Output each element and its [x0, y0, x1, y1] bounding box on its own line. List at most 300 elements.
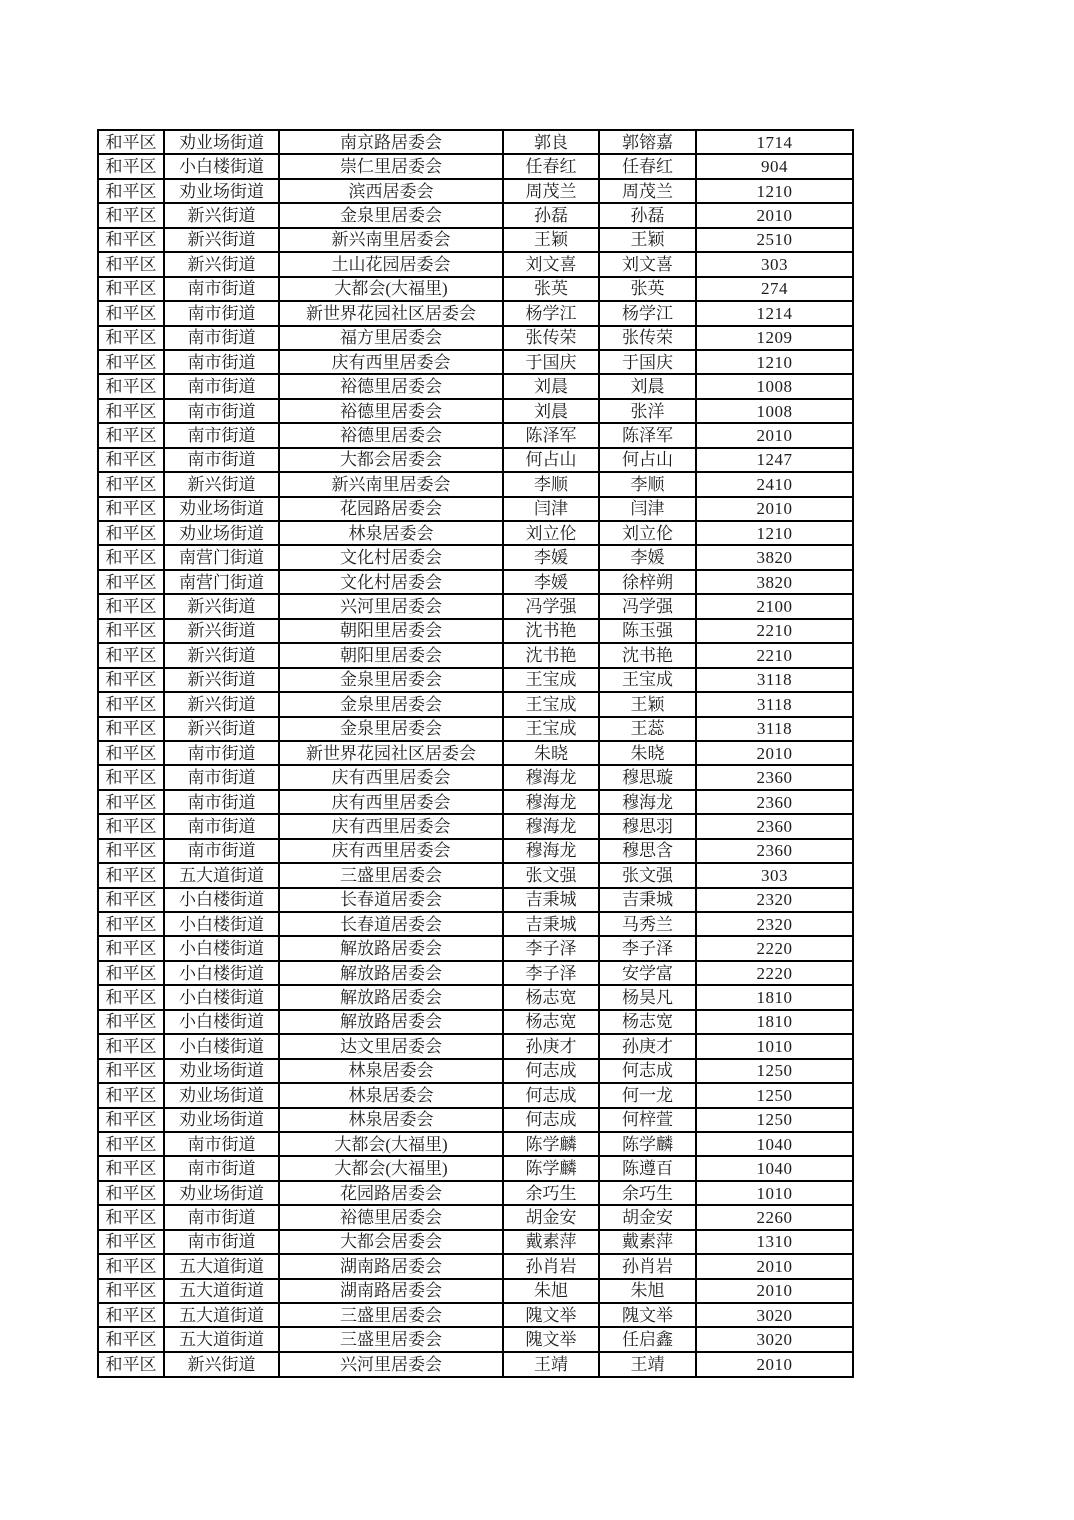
cell-person2: 张传荣: [599, 326, 696, 350]
cell-person1: 朱晓: [503, 741, 599, 765]
cell-person1: 周茂兰: [503, 179, 599, 203]
cell-district: 和平区: [98, 1205, 164, 1229]
cell-person1: 王宝成: [503, 717, 599, 741]
cell-person1: 隗文举: [503, 1303, 599, 1327]
cell-person2: 隗文举: [599, 1303, 696, 1327]
cell-street: 新兴街道: [164, 472, 279, 496]
cell-person1: 杨志宽: [503, 1010, 599, 1034]
cell-district: 和平区: [98, 839, 164, 863]
cell-code: 1210: [696, 350, 853, 374]
cell-district: 和平区: [98, 668, 164, 692]
table-row: [98, 1352, 853, 1377]
cell-district: 和平区: [98, 765, 164, 789]
cell-street: 南营门街道: [164, 570, 279, 594]
cell-committee: 解放路居委会: [279, 985, 503, 1009]
cell-street: 南营门街道: [164, 545, 279, 569]
cell-person2: 陈遵百: [599, 1156, 696, 1180]
table-row: [98, 594, 853, 618]
table-row: [98, 448, 853, 472]
cell-district: 和平区: [98, 497, 164, 521]
cell-district: 和平区: [98, 1034, 164, 1058]
cell-code: 3118: [696, 668, 853, 692]
table-row: [98, 888, 853, 912]
cell-street: 南市街道: [164, 423, 279, 447]
cell-street: 新兴街道: [164, 717, 279, 741]
cell-committee: 林泉居委会: [279, 521, 503, 545]
cell-street: 劝业场街道: [164, 1059, 279, 1083]
cell-street: 南市街道: [164, 399, 279, 423]
cell-person1: 李媛: [503, 570, 599, 594]
cell-committee: 湖南路居委会: [279, 1279, 503, 1303]
cell-district: 和平区: [98, 1279, 164, 1303]
cell-committee: 新世界花园社区居委会: [279, 301, 503, 325]
cell-code: 2410: [696, 472, 853, 496]
cell-district: 和平区: [98, 1254, 164, 1278]
cell-person1: 刘文喜: [503, 252, 599, 276]
cell-street: 小白楼街道: [164, 936, 279, 960]
table-row: [98, 1230, 853, 1254]
cell-district: 和平区: [98, 1156, 164, 1180]
cell-person1: 穆海龙: [503, 765, 599, 789]
table-row: [98, 814, 853, 838]
cell-person1: 吉秉城: [503, 888, 599, 912]
cell-person1: 王颖: [503, 228, 599, 252]
cell-person1: 王宝成: [503, 692, 599, 716]
cell-person2: 闫津: [599, 497, 696, 521]
cell-district: 和平区: [98, 399, 164, 423]
table-row: [98, 1034, 853, 1058]
cell-committee: 大都会居委会: [279, 1230, 503, 1254]
cell-code: 2100: [696, 594, 853, 618]
cell-district: 和平区: [98, 326, 164, 350]
cell-code: 1040: [696, 1132, 853, 1156]
table-row: [98, 863, 853, 887]
cell-person2: 孙磊: [599, 203, 696, 227]
cell-district: 和平区: [98, 130, 164, 154]
table-row: [98, 228, 853, 252]
cell-street: 小白楼街道: [164, 985, 279, 1009]
cell-committee: 湖南路居委会: [279, 1254, 503, 1278]
table-row: [98, 301, 853, 325]
cell-committee: 大都会(大福里): [279, 277, 503, 301]
cell-street: 南市街道: [164, 1132, 279, 1156]
cell-code: 1008: [696, 399, 853, 423]
cell-code: 1810: [696, 1010, 853, 1034]
cell-district: 和平区: [98, 1083, 164, 1107]
cell-code: 904: [696, 154, 853, 178]
cell-committee: 朝阳里居委会: [279, 619, 503, 643]
cell-code: 2010: [696, 741, 853, 765]
cell-person2: 孙庚才: [599, 1034, 696, 1058]
cell-person2: 戴素萍: [599, 1230, 696, 1254]
cell-person2: 穆思含: [599, 839, 696, 863]
cell-street: 南市街道: [164, 839, 279, 863]
cell-street: 小白楼街道: [164, 1034, 279, 1058]
cell-committee: 新兴南里居委会: [279, 472, 503, 496]
cell-committee: 花园路居委会: [279, 1181, 503, 1205]
cell-person1: 张英: [503, 277, 599, 301]
table-row: [98, 1132, 853, 1156]
table-row: [98, 765, 853, 789]
cell-street: 南市街道: [164, 1205, 279, 1229]
cell-street: 新兴街道: [164, 692, 279, 716]
cell-street: 新兴街道: [164, 1352, 279, 1377]
cell-district: 和平区: [98, 717, 164, 741]
cell-street: 劝业场街道: [164, 521, 279, 545]
cell-committee: 兴河里居委会: [279, 594, 503, 618]
cell-committee: 金泉里居委会: [279, 692, 503, 716]
cell-street: 南市街道: [164, 350, 279, 374]
cell-district: 和平区: [98, 1108, 164, 1132]
cell-person1: 李媛: [503, 545, 599, 569]
cell-person1: 王宝成: [503, 668, 599, 692]
cell-person2: 沈书艳: [599, 643, 696, 667]
table-row: [98, 1279, 853, 1303]
cell-code: 2320: [696, 912, 853, 936]
cell-code: 3118: [696, 717, 853, 741]
cell-committee: 解放路居委会: [279, 1010, 503, 1034]
cell-person1: 穆海龙: [503, 790, 599, 814]
cell-person2: 安学富: [599, 961, 696, 985]
cell-person2: 杨学江: [599, 301, 696, 325]
cell-committee: 南京路居委会: [279, 130, 503, 154]
table-row: [98, 1181, 853, 1205]
cell-code: 2010: [696, 423, 853, 447]
cell-code: 274: [696, 277, 853, 301]
cell-district: 和平区: [98, 692, 164, 716]
cell-district: 和平区: [98, 277, 164, 301]
cell-person2: 周茂兰: [599, 179, 696, 203]
residents-table: [97, 129, 854, 1378]
cell-committee: 庆有西里居委会: [279, 350, 503, 374]
cell-person1: 于国庆: [503, 350, 599, 374]
cell-person2: 何梓萱: [599, 1108, 696, 1132]
cell-street: 南市街道: [164, 790, 279, 814]
cell-person2: 刘晨: [599, 374, 696, 398]
cell-person2: 徐梓朔: [599, 570, 696, 594]
cell-code: 2210: [696, 619, 853, 643]
cell-code: 1250: [696, 1083, 853, 1107]
cell-person1: 张传荣: [503, 326, 599, 350]
table-row: [98, 472, 853, 496]
cell-person2: 胡金安: [599, 1205, 696, 1229]
cell-person2: 杨昊凡: [599, 985, 696, 1009]
cell-committee: 文化村居委会: [279, 545, 503, 569]
cell-committee: 裕德里居委会: [279, 423, 503, 447]
cell-street: 小白楼街道: [164, 888, 279, 912]
cell-person1: 何占山: [503, 448, 599, 472]
cell-street: 五大道街道: [164, 1303, 279, 1327]
table-row: [98, 1010, 853, 1034]
cell-person1: 陈泽军: [503, 423, 599, 447]
table-row: [98, 497, 853, 521]
cell-person1: 胡金安: [503, 1205, 599, 1229]
table-row: [98, 154, 853, 178]
cell-person2: 张英: [599, 277, 696, 301]
cell-person1: 李顺: [503, 472, 599, 496]
table-row: [98, 179, 853, 203]
cell-person2: 马秀兰: [599, 912, 696, 936]
cell-district: 和平区: [98, 961, 164, 985]
cell-district: 和平区: [98, 423, 164, 447]
cell-street: 劝业场街道: [164, 130, 279, 154]
cell-street: 南市街道: [164, 301, 279, 325]
cell-person1: 陈学麟: [503, 1156, 599, 1180]
cell-committee: 庆有西里居委会: [279, 790, 503, 814]
cell-person1: 何志成: [503, 1108, 599, 1132]
cell-district: 和平区: [98, 643, 164, 667]
cell-person2: 刘立伦: [599, 521, 696, 545]
cell-district: 和平区: [98, 814, 164, 838]
cell-street: 小白楼街道: [164, 154, 279, 178]
cell-person1: 王靖: [503, 1352, 599, 1377]
cell-street: 新兴街道: [164, 619, 279, 643]
cell-district: 和平区: [98, 521, 164, 545]
cell-person1: 穆海龙: [503, 839, 599, 863]
cell-person2: 张洋: [599, 399, 696, 423]
table-row: [98, 203, 853, 227]
cell-district: 和平区: [98, 350, 164, 374]
cell-person2: 陈学麟: [599, 1132, 696, 1156]
cell-person1: 冯学强: [503, 594, 599, 618]
cell-code: 1010: [696, 1034, 853, 1058]
table-row: [98, 741, 853, 765]
cell-committee: 兴河里居委会: [279, 1352, 503, 1377]
cell-street: 五大道街道: [164, 1279, 279, 1303]
cell-code: 1010: [696, 1181, 853, 1205]
cell-person2: 王颖: [599, 692, 696, 716]
cell-person1: 沈书艳: [503, 643, 599, 667]
cell-committee: 朝阳里居委会: [279, 643, 503, 667]
cell-committee: 三盛里居委会: [279, 1327, 503, 1351]
cell-street: 南市街道: [164, 1230, 279, 1254]
cell-street: 新兴街道: [164, 228, 279, 252]
table-row: [98, 130, 853, 154]
cell-person1: 刘晨: [503, 399, 599, 423]
cell-code: 2360: [696, 790, 853, 814]
cell-code: 2360: [696, 814, 853, 838]
cell-code: 3020: [696, 1303, 853, 1327]
table-row: [98, 839, 853, 863]
cell-person2: 孙肖岩: [599, 1254, 696, 1278]
cell-district: 和平区: [98, 1132, 164, 1156]
cell-district: 和平区: [98, 741, 164, 765]
cell-person1: 杨志宽: [503, 985, 599, 1009]
cell-person1: 李子泽: [503, 936, 599, 960]
cell-district: 和平区: [98, 790, 164, 814]
table-row: [98, 1059, 853, 1083]
cell-person2: 陈玉强: [599, 619, 696, 643]
cell-district: 和平区: [98, 1059, 164, 1083]
cell-code: 2210: [696, 643, 853, 667]
cell-committee: 金泉里居委会: [279, 717, 503, 741]
table-row: [98, 521, 853, 545]
table-row: [98, 668, 853, 692]
cell-district: 和平区: [98, 448, 164, 472]
table-row: [98, 1083, 853, 1107]
cell-committee: 解放路居委会: [279, 936, 503, 960]
cell-person2: 冯学强: [599, 594, 696, 618]
cell-district: 和平区: [98, 619, 164, 643]
cell-person2: 王蕊: [599, 717, 696, 741]
cell-person2: 郭镕嘉: [599, 130, 696, 154]
cell-person2: 王靖: [599, 1352, 696, 1377]
table-row: [98, 790, 853, 814]
table-row: [98, 619, 853, 643]
cell-code: 3118: [696, 692, 853, 716]
cell-code: 1214: [696, 301, 853, 325]
table-row: [98, 692, 853, 716]
cell-person2: 余巧生: [599, 1181, 696, 1205]
table-row: [98, 326, 853, 350]
cell-person1: 何志成: [503, 1083, 599, 1107]
cell-street: 南市街道: [164, 1156, 279, 1180]
cell-committee: 林泉居委会: [279, 1108, 503, 1132]
cell-district: 和平区: [98, 863, 164, 887]
table-row: [98, 643, 853, 667]
cell-person1: 刘晨: [503, 374, 599, 398]
cell-street: 南市街道: [164, 765, 279, 789]
cell-person2: 何一龙: [599, 1083, 696, 1107]
table-row: [98, 1156, 853, 1180]
cell-committee: 庆有西里居委会: [279, 839, 503, 863]
cell-committee: 新兴南里居委会: [279, 228, 503, 252]
cell-street: 劝业场街道: [164, 179, 279, 203]
cell-street: 小白楼街道: [164, 912, 279, 936]
cell-person2: 李顺: [599, 472, 696, 496]
table-row: [98, 545, 853, 569]
cell-street: 南市街道: [164, 374, 279, 398]
cell-street: 新兴街道: [164, 594, 279, 618]
table-row: [98, 1303, 853, 1327]
cell-person2: 陈泽军: [599, 423, 696, 447]
cell-person2: 刘文喜: [599, 252, 696, 276]
cell-street: 新兴街道: [164, 203, 279, 227]
cell-code: 2360: [696, 765, 853, 789]
cell-code: 2320: [696, 888, 853, 912]
cell-committee: 金泉里居委会: [279, 668, 503, 692]
cell-district: 和平区: [98, 301, 164, 325]
cell-person1: 沈书艳: [503, 619, 599, 643]
cell-street: 五大道街道: [164, 863, 279, 887]
cell-district: 和平区: [98, 936, 164, 960]
table-row: [98, 1254, 853, 1278]
cell-district: 和平区: [98, 1303, 164, 1327]
cell-district: 和平区: [98, 594, 164, 618]
cell-committee: 裕德里居委会: [279, 1205, 503, 1229]
cell-code: 2510: [696, 228, 853, 252]
cell-person1: 何志成: [503, 1059, 599, 1083]
cell-district: 和平区: [98, 888, 164, 912]
cell-code: 2260: [696, 1205, 853, 1229]
cell-person2: 杨志宽: [599, 1010, 696, 1034]
cell-code: 1209: [696, 326, 853, 350]
cell-committee: 文化村居委会: [279, 570, 503, 594]
cell-committee: 三盛里居委会: [279, 1303, 503, 1327]
cell-district: 和平区: [98, 472, 164, 496]
table-row: [98, 399, 853, 423]
cell-code: 1714: [696, 130, 853, 154]
cell-code: 2010: [696, 203, 853, 227]
cell-street: 劝业场街道: [164, 1083, 279, 1107]
cell-district: 和平区: [98, 252, 164, 276]
cell-street: 劝业场街道: [164, 1108, 279, 1132]
table-row: [98, 961, 853, 985]
cell-code: 3820: [696, 570, 853, 594]
table-row: [98, 936, 853, 960]
cell-code: 1210: [696, 521, 853, 545]
cell-person2: 何志成: [599, 1059, 696, 1083]
cell-person1: 张文强: [503, 863, 599, 887]
cell-code: 1250: [696, 1108, 853, 1132]
cell-code: 2220: [696, 961, 853, 985]
cell-code: 1210: [696, 179, 853, 203]
cell-person2: 穆思璇: [599, 765, 696, 789]
cell-district: 和平区: [98, 179, 164, 203]
cell-committee: 长春道居委会: [279, 912, 503, 936]
cell-street: 五大道街道: [164, 1327, 279, 1351]
cell-committee: 新世界花园社区居委会: [279, 741, 503, 765]
cell-code: 1810: [696, 985, 853, 1009]
cell-district: 和平区: [98, 1352, 164, 1377]
table-row: [98, 1327, 853, 1351]
cell-code: 2010: [696, 1279, 853, 1303]
table-row: [98, 277, 853, 301]
cell-person1: 杨学江: [503, 301, 599, 325]
cell-street: 南市街道: [164, 326, 279, 350]
cell-code: 2220: [696, 936, 853, 960]
cell-committee: 庆有西里居委会: [279, 814, 503, 838]
cell-committee: 庆有西里居委会: [279, 765, 503, 789]
cell-person1: 孙肖岩: [503, 1254, 599, 1278]
table-row: [98, 1108, 853, 1132]
cell-code: 3820: [696, 545, 853, 569]
cell-code: 2010: [696, 497, 853, 521]
cell-code: 303: [696, 863, 853, 887]
cell-district: 和平区: [98, 1010, 164, 1034]
cell-person1: 戴素萍: [503, 1230, 599, 1254]
cell-committee: 三盛里居委会: [279, 863, 503, 887]
cell-street: 新兴街道: [164, 668, 279, 692]
cell-committee: 土山花园居委会: [279, 252, 503, 276]
cell-person2: 吉秉城: [599, 888, 696, 912]
table-row: [98, 423, 853, 447]
cell-committee: 大都会(大福里): [279, 1156, 503, 1180]
cell-person1: 任春红: [503, 154, 599, 178]
table-body: [98, 130, 853, 1377]
cell-district: 和平区: [98, 545, 164, 569]
cell-committee: 林泉居委会: [279, 1059, 503, 1083]
cell-person1: 刘立伦: [503, 521, 599, 545]
cell-district: 和平区: [98, 203, 164, 227]
cell-committee: 达文里居委会: [279, 1034, 503, 1058]
cell-committee: 解放路居委会: [279, 961, 503, 985]
cell-street: 小白楼街道: [164, 961, 279, 985]
cell-person2: 张文强: [599, 863, 696, 887]
table-row: [98, 912, 853, 936]
cell-street: 劝业场街道: [164, 1181, 279, 1205]
cell-person2: 穆思羽: [599, 814, 696, 838]
cell-committee: 福方里居委会: [279, 326, 503, 350]
cell-committee: 金泉里居委会: [279, 203, 503, 227]
cell-code: 1310: [696, 1230, 853, 1254]
cell-person2: 穆海龙: [599, 790, 696, 814]
cell-district: 和平区: [98, 1230, 164, 1254]
cell-person2: 任启鑫: [599, 1327, 696, 1351]
cell-committee: 长春道居委会: [279, 888, 503, 912]
cell-person1: 李子泽: [503, 961, 599, 985]
table-row: [98, 570, 853, 594]
